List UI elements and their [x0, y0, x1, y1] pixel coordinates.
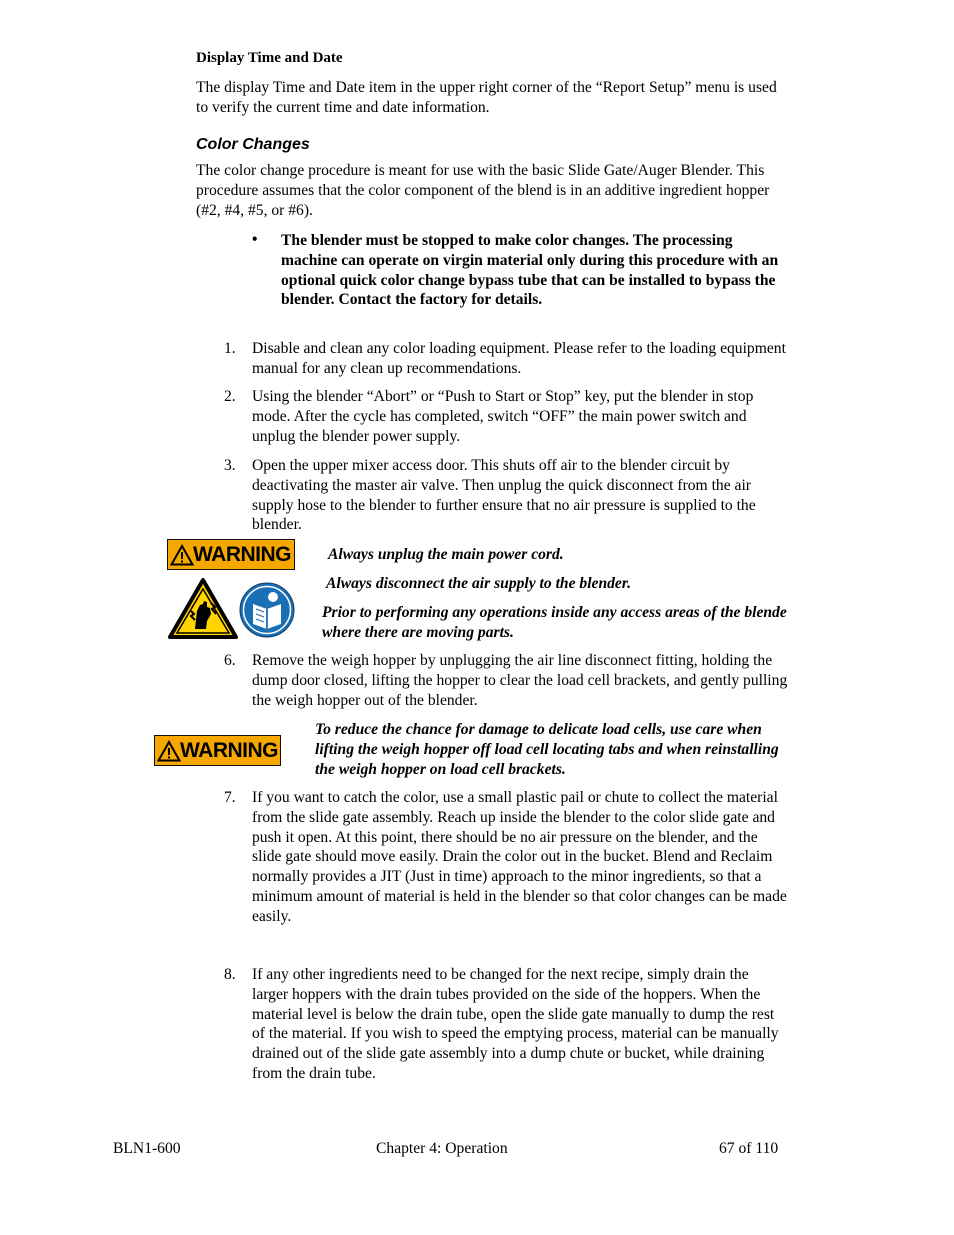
text-line: Prior to performing any operations inside any access areas of the blende — [322, 604, 787, 621]
text-line: mode. After the cycle has completed, switch “OFF” the main power switch and — [252, 407, 747, 425]
text-line: If you want to catch the color, use a small plastic pail or chute to collect the material — [252, 789, 778, 806]
text-line: minimum amount of material is held in the blender so that color changes can be made — [252, 887, 787, 905]
text-line: blender. — [252, 516, 302, 534]
paragraph-color-changes-intro — [196, 161, 846, 220]
warning-label-1 — [167, 539, 295, 570]
warning-triangle-icon — [170, 544, 194, 566]
text-line: Remove the weigh hopper by unplugging the air line disconnect fitting, holding the — [252, 652, 773, 669]
text-line: to verify the current time and date information. — [196, 98, 490, 116]
text-line: deactivating the master air valve. Then unplug the quick disconnect from the air — [252, 476, 751, 494]
text-line: slide gate should move easily. Drain the color out in the bucket. Blend and Reclaim — [252, 848, 773, 866]
text-line: The color change procedure is meant for use with the basic Slide Gate/Auger Blender. This — [196, 162, 765, 179]
text-line: optional quick color change bypass tube that can be installed to bypass the — [281, 271, 776, 289]
text-line: To reduce the chance for damage to delicate load cells, use care when — [315, 721, 762, 738]
warning-1-line-access-areas — [322, 603, 852, 643]
text-line: (#2, #4, #5, or #6). — [196, 201, 313, 219]
warning-label-text: WARNING — [193, 542, 291, 566]
text-line: Using the blender “Abort” or “Push to Start or Stop” key, put the blender in stop — [252, 388, 754, 405]
step-number: 6. — [224, 652, 236, 669]
warning-2-load-cells — [315, 720, 855, 779]
step-number: 2. — [224, 388, 236, 405]
warning-1-line-disconnect-air: Always disconnect the air supply to the blender. — [326, 575, 631, 592]
footer-page-number: 67 of 110 — [719, 1140, 779, 1157]
step-1-text — [252, 339, 847, 379]
step-7-text — [252, 788, 847, 927]
text-line: Open the upper mixer access door. This shuts off air to the blender circuit by — [252, 457, 730, 474]
text-line: unplug the blender power supply. — [252, 427, 461, 445]
footer-doc-id: BLN1-600 — [113, 1140, 181, 1157]
electric-shock-hazard-icon — [167, 577, 239, 640]
text-line: supply hose to the blender to further ensure that no air pressure is supplied to the — [252, 496, 756, 514]
text-line: dump door closed, lifting the hopper to clear the load cell brackets, and gently pulling — [252, 671, 788, 689]
text-line: easily. — [252, 907, 292, 925]
text-line: The blender must be stopped to make color changes. The processing — [281, 232, 733, 249]
step-3-text — [252, 456, 847, 535]
step-number: 3. — [224, 457, 236, 474]
text-line: normally provides a JIT (Just in time) approach to the minor ingredients, so that a — [252, 868, 762, 886]
footer-chapter: Chapter 4: Operation — [376, 1140, 508, 1157]
read-manual-icon — [239, 582, 295, 638]
warning-label-2 — [154, 735, 281, 766]
text-line: material level is below the drain tube, open the slide gate manually to dump the rest — [252, 1005, 775, 1023]
text-line: from the drain tube. — [252, 1064, 376, 1082]
text-line: the weigh hopper out of the blender. — [252, 691, 478, 709]
text-line: of the material. If you wish to speed the emptying process, material can be manually — [252, 1025, 779, 1043]
step-6-text — [252, 651, 847, 710]
text-line: lifting the weigh hopper off load cell locating tabs and when reinstalling — [315, 740, 779, 758]
bullet-stop-blender-note — [281, 231, 841, 310]
text-line: manual for any clean up recommendations. — [252, 359, 522, 377]
text-line: where there are moving parts. — [322, 623, 514, 641]
heading-color-changes: Color Changes — [196, 136, 310, 153]
text-line: push it open. At this point, there should be no air pressure on the blender, and the — [252, 828, 758, 846]
step-number: 8. — [224, 966, 236, 983]
text-line: larger hoppers with the drain tubes provided on the side of the hoppers. When the — [252, 985, 761, 1003]
warning-1-line-unplug-power: Always unplug the main power cord. — [328, 546, 564, 563]
text-line: from the slide gate assembly. Reach up inside the blender to the color slide gate and — [252, 808, 775, 826]
text-line: drained out of the slide gate assembly into a dump chute or bucket, while draining — [252, 1045, 765, 1063]
text-line: If any other ingredients need to be changed for the next recipe, simply drain the — [252, 966, 749, 983]
text-line: Disable and clean any color loading equipment. Please refer to the loading equipment — [252, 340, 786, 357]
text-line: The display Time and Date item in the upper right corner of the “Report Setup” menu is used — [196, 79, 777, 96]
step-2-text — [252, 387, 847, 446]
warning-triangle-icon — [157, 740, 181, 762]
text-line: the weigh hopper on load cell brackets. — [315, 760, 566, 778]
step-8-text — [252, 965, 847, 1084]
warning-label-text: WARNING — [180, 738, 278, 762]
text-line: machine can operate on virgin material only during this procedure with an — [281, 251, 779, 269]
step-number: 7. — [224, 789, 236, 806]
text-line: blender. Contact the factory for details. — [281, 291, 543, 309]
step-number: 1. — [224, 340, 236, 357]
text-line: procedure assumes that the color component of the blend is in an additive ingredient hopper — [196, 181, 770, 199]
heading-display-time-date: Display Time and Date — [196, 50, 343, 66]
paragraph-display-time-date — [196, 78, 846, 118]
bullet-marker: • — [252, 231, 258, 248]
